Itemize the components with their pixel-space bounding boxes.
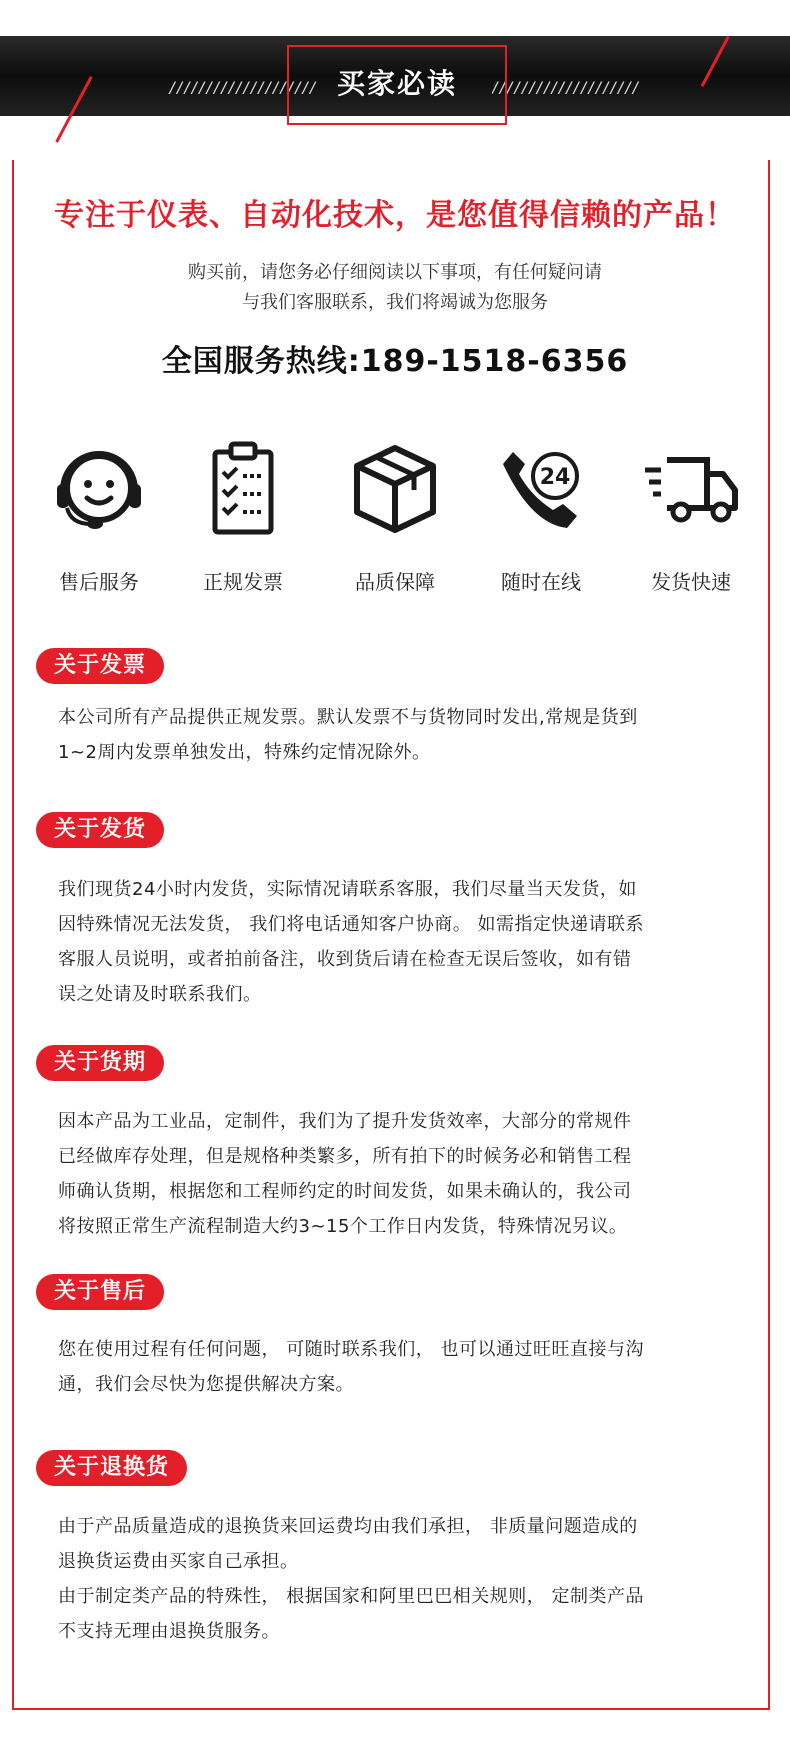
section-title-lead-time: 关于货期 xyxy=(36,1045,164,1081)
section-body-shipping xyxy=(58,872,736,1012)
banner-stripe-right: //////////////////// xyxy=(492,78,640,94)
section-body-invoice xyxy=(58,700,736,770)
text-line: 由于制定类产品的特殊性， 根据国家和阿里巴巴相关规则， 定制类产品 xyxy=(58,1586,644,1607)
text-line: 已经做库存处理，但是规格种类繁多，所有拍下的时候务必和销售工程 xyxy=(58,1146,632,1167)
section-title-shipping: 关于发货 xyxy=(36,812,164,848)
feature-label: 发货快速 xyxy=(651,570,731,594)
feature-fast-delivery xyxy=(626,438,756,595)
section-title-invoice: 关于发票 xyxy=(36,648,164,684)
clipboard-icon xyxy=(193,438,293,538)
headline: 专注于仪表、自动化技术，是您值得信赖的产品！ xyxy=(54,198,736,233)
phone-24-label: 24 xyxy=(539,465,571,490)
feature-invoice xyxy=(178,438,308,595)
text-line: 您在使用过程有任何问题， 可随时联系我们， 也可以通过旺旺直接与沟 xyxy=(58,1339,644,1360)
text-line: 将按照正常生产流程制造大约3~15个工作日内发货，特殊情况另议。 xyxy=(58,1216,628,1237)
feature-quality xyxy=(330,438,460,595)
headset-icon xyxy=(49,438,149,538)
feature-label: 随时在线 xyxy=(501,570,581,594)
truck-icon xyxy=(641,438,741,538)
text-line: 因本产品为工业品，定制件，我们为了提升发货效率，大部分的常规件 xyxy=(58,1111,632,1132)
text-line: 客服人员说明，或者拍前备注，收到货后请在检查无误后签收，如有错 xyxy=(58,949,632,970)
feature-label: 品质保障 xyxy=(355,570,435,594)
text-line: 退换货运费由买家自己承担。 xyxy=(58,1551,299,1572)
text-line: 我们现货24小时内发货，实际情况请联系客服，我们尽量当天发货，如 xyxy=(58,879,637,900)
intro-line-1: 购买前，请您务必仔细阅读以下事项，有任何疑问请 xyxy=(188,262,602,283)
feature-after-sales xyxy=(34,438,164,595)
text-line: 误之处请及时联系我们。 xyxy=(58,984,262,1005)
banner-title: 买家必读 xyxy=(336,67,457,100)
text-line: 通，我们会尽快为您提供解决方案。 xyxy=(58,1374,354,1395)
text-line: 本公司所有产品提供正规发票。默认发票不与货物同时发出,常规是货到 xyxy=(58,707,638,728)
text-line: 师确认货期，根据您和工程师约定的时间发货，如果未确认的，我公司 xyxy=(58,1181,632,1202)
text-line: 1~2周内发票单独发出，特殊约定情况除外。 xyxy=(58,742,431,763)
text-line: 因特殊情况无法发货， 我们将电话通知客户协商。 如需指定快递请联系 xyxy=(58,914,644,935)
section-body-lead-time xyxy=(58,1104,736,1244)
feature-label: 正规发票 xyxy=(203,570,283,594)
section-body-returns xyxy=(58,1509,736,1649)
feature-label: 售后服务 xyxy=(59,570,139,594)
banner-stripe-left: //////////////////// xyxy=(169,78,317,94)
section-title-after-sales: 关于售后 xyxy=(36,1274,164,1310)
text-line: 不支持无理由退换货服务。 xyxy=(58,1621,280,1642)
service-hotline: 全国服务热线:189-1518-6356 xyxy=(161,344,629,379)
section-title-returns: 关于退换货 xyxy=(36,1450,187,1486)
box-icon xyxy=(345,438,445,538)
intro-line-2: 与我们客服联系，我们将竭诚为您服务 xyxy=(242,292,548,313)
section-body-after-sales xyxy=(58,1332,736,1402)
text-line: 由于产品质量造成的退换货来回运费均由我们承担， 非质量问题造成的 xyxy=(58,1516,638,1537)
feature-online xyxy=(476,438,606,595)
phone-24-icon xyxy=(491,438,591,538)
